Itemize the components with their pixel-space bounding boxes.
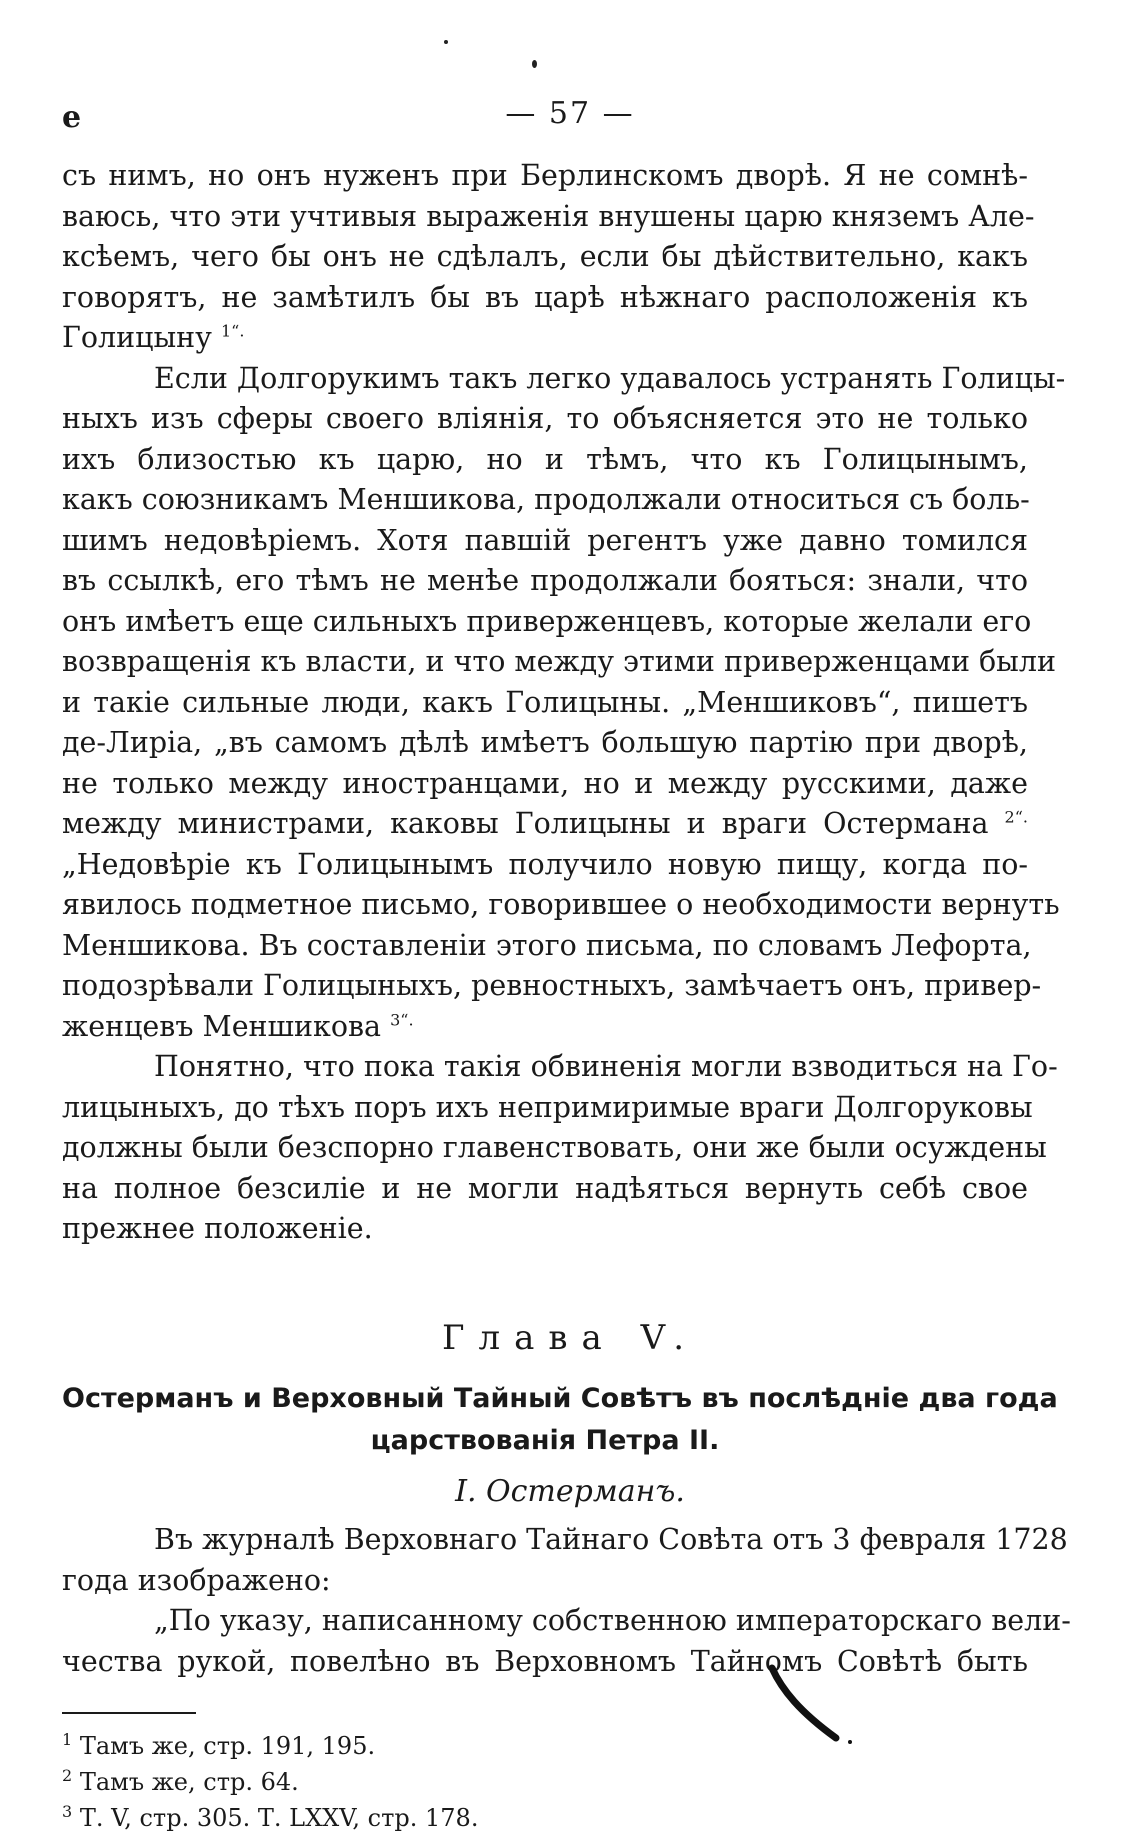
text-line: ихъ близостью къ царю, но и тѣмъ, что къ Голицынымъ,	[62, 442, 1028, 476]
chapter-title	[62, 1378, 1058, 1462]
footnote-mark: 2	[62, 1766, 73, 1785]
text-line: Меншикова. Въ составленіи этого письма, по словамъ Лефорта,	[62, 928, 1032, 962]
text-line: и такіе сильные люди, какъ Голицыны. „Меншиковъ“, пишетъ	[62, 685, 1028, 719]
chapter-title-line: Остерманъ и Верховный Тайный Совѣтъ въ послѣдніе два года	[62, 1383, 1058, 1414]
text-line: ваюсь, что эти учтивыя выраженія внушены царю княземъ Але-	[62, 199, 1035, 233]
text-line: женцевъ Меншикова $^{3“.}$	[62, 1009, 414, 1043]
text-line: „Недовѣріе къ Голицынымъ получило новую пищу, когда по-	[62, 847, 1028, 881]
footnote-ref: 3“.	[390, 1010, 414, 1029]
footnote: $^3$ Т. V, стр. 305. Т. LXXV, стр. 178.	[62, 1802, 479, 1832]
footnote-ref: 2“.	[1004, 807, 1028, 827]
chapter-label: Глава V.	[441, 1318, 699, 1358]
text-line: подозрѣвали Голицыныхъ, ревностныхъ, замѣчаетъ онъ, привер-	[62, 969, 1042, 1002]
footnote-divider	[62, 1712, 196, 1714]
text-line: „По указу, написанному собственною императорскаго вели-	[154, 1604, 1071, 1637]
page-number: — 57 —	[505, 96, 635, 131]
footnotes	[62, 1728, 762, 1836]
text-line: въ ссылкѣ, его тѣмъ не менѣе продолжали бояться: знали, что	[62, 564, 1028, 597]
text-line: года изображено:	[62, 1563, 331, 1597]
text-line: ксѣемъ, чего бы онъ не сдѣлалъ, если бы дѣйствительно, какъ	[62, 240, 1028, 273]
text-line: лицыныхъ, до тѣхъ поръ ихъ непримиримые враги Долгоруковы	[62, 1090, 1033, 1124]
text-line: Если Долгорукимъ такъ легко удавалось устранять Голицы-	[154, 361, 1066, 395]
text-line: шимъ недовѣріемъ. Хотя павшій регентъ уже давно томился	[62, 523, 1028, 557]
text-line: должны были безспорно главенствовать, они же были осуждены	[62, 1131, 1047, 1164]
corner-mark: е	[62, 100, 82, 135]
text-line: не только между иностранцами, но и между русскими, даже	[62, 766, 1028, 800]
footnote-mark: 3	[62, 1802, 73, 1821]
text-line: онъ имѣетъ еще сильныхъ приверженцевъ, которые желали его	[62, 604, 1032, 638]
text-line: Понятно, что пока такія обвиненія могли взводиться на Го-	[154, 1050, 1058, 1083]
text-line: Въ журналѣ Верховнаго Тайнаго Совѣта отъ 3 февраля 1728	[154, 1523, 1068, 1556]
footnote: $^2$ Тамъ же, стр. 64.	[62, 1766, 299, 1796]
text-line: Голицыну $^{1“.}$	[62, 321, 245, 354]
text-line: съ нимъ, но онъ нуженъ при Берлинскомъ дворѣ. Я не сомнѣ-	[62, 159, 1028, 192]
text-line: чества рукой, повелѣно въ Верховномъ Тайномъ Совѣтѣ быть	[62, 1644, 1028, 1678]
chapter-title-line: царствованія Петра II.	[370, 1425, 720, 1456]
footnote: $^1$ Тамъ же, стр. 191, 195.	[62, 1730, 376, 1760]
text-line: говорятъ, не замѣтилъ бы въ царѣ нѣжнаго расположенія къ	[62, 280, 1028, 314]
main-text	[62, 156, 1066, 1250]
text-line: возвращенія къ власти, и что между этими приверженцами были	[62, 645, 1056, 678]
stray-dot-mark	[444, 40, 448, 44]
chapter-text	[62, 1520, 1071, 1682]
ink-stroke-mark	[760, 1660, 860, 1750]
page-header	[0, 92, 1140, 142]
text-line: де-Лиріа, „въ самомъ дѣлѣ имѣетъ большую партію при дворѣ,	[62, 726, 1028, 759]
section-title: I. Остерманъ.	[455, 1474, 685, 1509]
text-line: прежнее положеніе.	[62, 1212, 373, 1245]
text-line: явилось подметное письмо, говорившее о необходимости вернуть	[62, 888, 1060, 921]
text-line: между министрами, каковы Голицыны и враги Остермана $^{2“.}$	[62, 807, 1028, 840]
text-line: ныхъ изъ сферы своего вліянія, то объясняется это не только	[62, 402, 1028, 435]
footnote-ref: 1“.	[220, 321, 245, 341]
footnote-mark: 1	[62, 1730, 73, 1749]
stray-dot-mark	[532, 60, 537, 68]
text-line: на полное безсиліе и не могли надѣяться вернуть себѣ свое	[62, 1171, 1028, 1205]
text-line: какъ союзникамъ Меншикова, продолжали относиться съ боль-	[62, 483, 1030, 516]
